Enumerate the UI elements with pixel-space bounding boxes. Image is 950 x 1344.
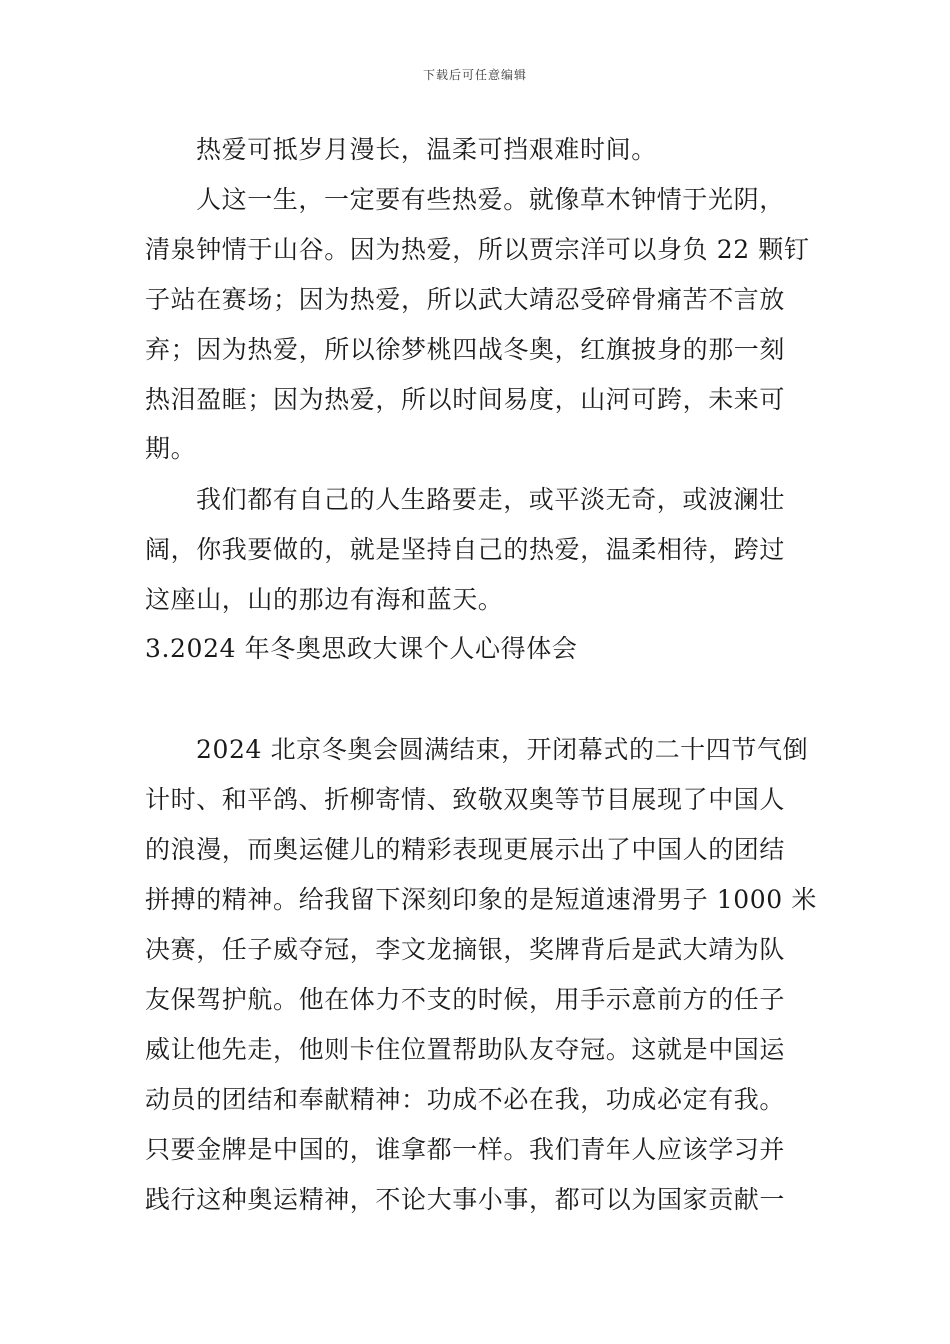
paragraph-line: 动员的团结和奉献精神：功成不必在我，功成必定有我。 <box>145 1085 786 1114</box>
paragraph-line: 我们都有自己的人生路要走，或平淡无奇，或波澜壮 <box>196 485 785 514</box>
paragraph-line: 弃；因为热爱，所以徐梦桃四战冬奥，红旗披身的那一刻 <box>145 335 786 364</box>
paragraph-line: 拼搏的精神。给我留下深刻印象的是短道速滑男子 1000 米 <box>145 885 817 914</box>
header-note: 下载后可任意编辑 <box>422 68 527 82</box>
section-heading: 3.2024 年冬奥思政大课个人心得体会 <box>145 634 578 663</box>
paragraph-line: 践行这种奥运精神，不论大事小事，都可以为国家贡献一 <box>145 1185 786 1214</box>
paragraph-line: 热爱可抵岁月漫长，温柔可挡艰难时间。 <box>196 135 657 164</box>
paragraph-line: 决赛，任子威夺冠，李文龙摘银，奖牌背后是武大靖为队 <box>145 935 786 964</box>
paragraph-line: 清泉钟情于山谷。因为热爱，所以贾宗洋可以身负 22 颗钉 <box>145 235 810 264</box>
paragraph-line: 友保驾护航。他在体力不支的时候，用手示意前方的任子 <box>145 985 786 1014</box>
paragraph-line: 热泪盈眶；因为热爱，所以时间易度，山河可跨，未来可 <box>145 385 786 414</box>
paragraph-line: 2024 北京冬奥会圆满结束，开闭幕式的二十四节气倒 <box>196 735 809 764</box>
paragraph-line: 子站在赛场；因为热爱，所以武大靖忍受碎骨痛苦不言放 <box>145 285 786 314</box>
paragraph-line: 人这一生，一定要有些热爱。就像草木钟情于光阴， <box>196 185 785 214</box>
paragraph-line: 这座山，山的那边有海和蓝天。 <box>145 585 504 614</box>
paragraph-line: 只要金牌是中国的，谁拿都一样。我们青年人应该学习并 <box>145 1135 786 1164</box>
paragraph-line: 阔，你我要做的，就是坚持自己的热爱，温柔相待，跨过 <box>145 535 786 564</box>
paragraph-line: 威让他先走，他则卡住位置帮助队友夺冠。这就是中国运 <box>145 1035 786 1064</box>
paragraph-line: 计时、和平鸽、折柳寄情、致敬双奥等节目展现了中国人 <box>145 785 786 814</box>
paragraph-line: 期。 <box>145 434 197 463</box>
paragraph-line: 的浪漫，而奥运健儿的精彩表现更展示出了中国人的团结 <box>145 835 786 864</box>
